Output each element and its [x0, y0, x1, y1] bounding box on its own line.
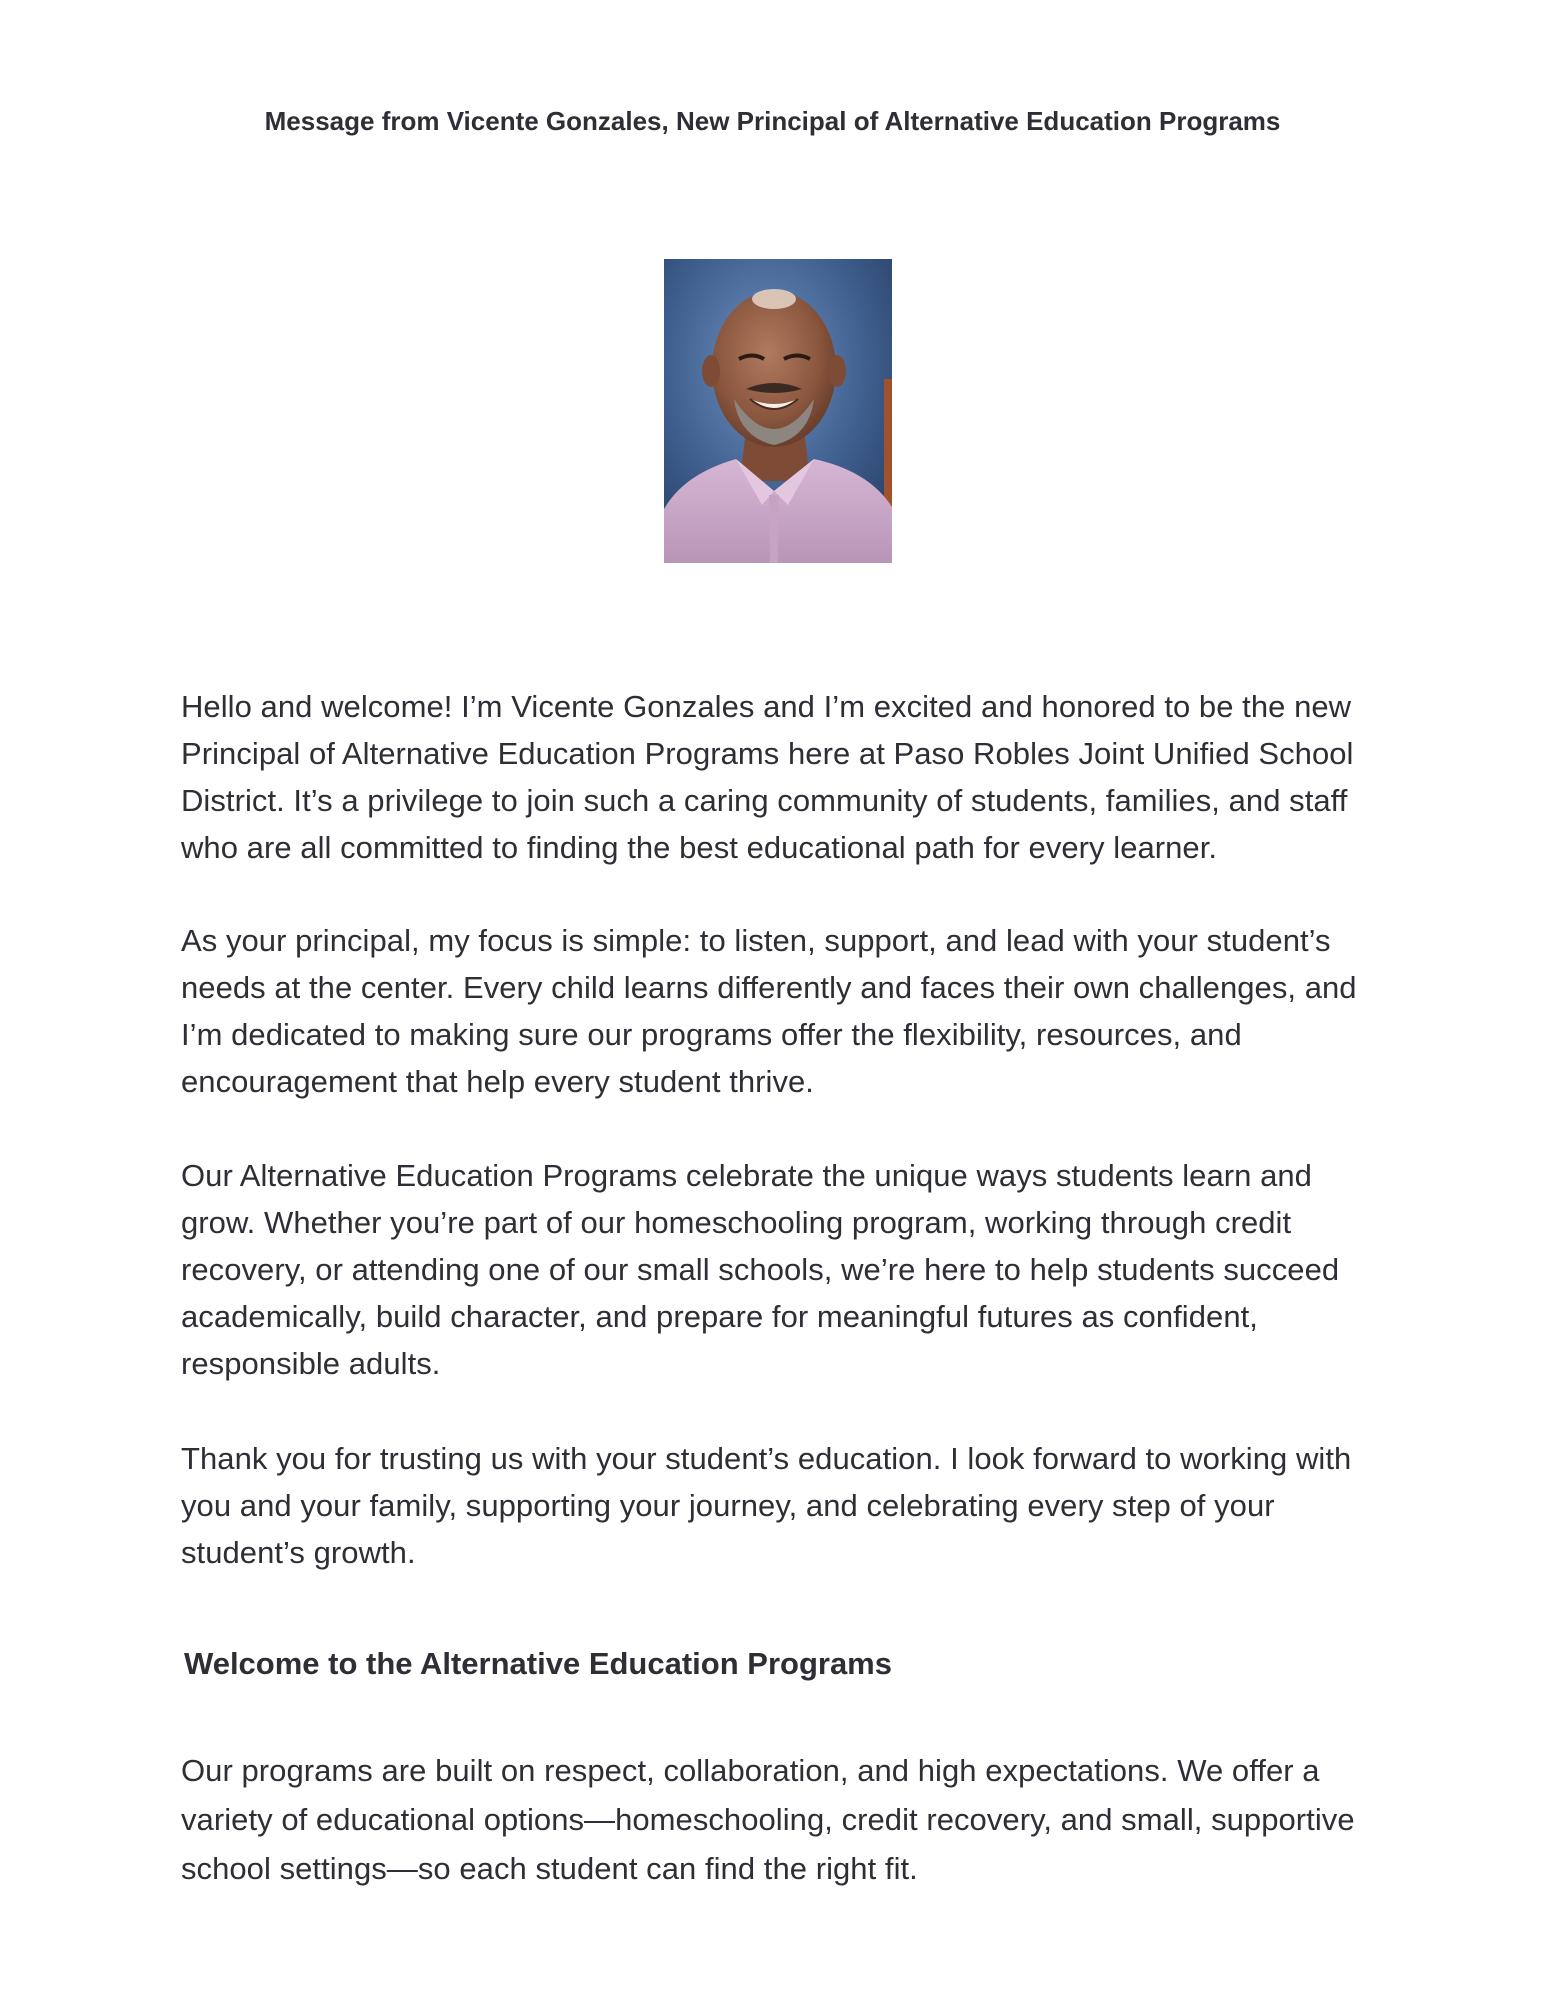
focus-paragraph: As your principal, my focus is simple: to listen, support, and lead with your student’s needs at the center. Every child learns differently and faces their own challenges, and I’m dedicated to making sure our programs offer the flexibility, resources, and encouragement that help every student thrive.: [181, 923, 1357, 1099]
programs-paragraph: Our Alternative Education Programs celebrate the unique ways students learn and grow. Whether you’re part of our homeschooling program, working through credit recovery, or attending one of our small schools, we’re here to help students succeed academically, build character, and prepare for meaningful futures as confident, responsible adults.: [181, 1158, 1340, 1381]
principal-portrait: [664, 259, 892, 563]
section-paragraph: Our programs are built on respect, collaboration, and high expectations. We offer a variety of educational options—homeschooling, credit recovery, and small, supportive school settings—so each student can find the right fit.: [181, 1753, 1355, 1886]
welcome-paragraph: Hello and welcome! I’m Vicente Gonzales and I’m excited and honored to be the new Principal of Alternative Education Programs here at Paso Robles Joint Unified School District. It’s a privilege to join such a caring community of students, families, and staff who are all committed to finding the best educational path for every learner.: [181, 689, 1354, 865]
thank-you-paragraph: Thank you for trusting us with your student’s education. I look forward to working with you and your family, supporting your journey, and celebrating every step of your student’s growth.: [181, 1441, 1352, 1570]
page-title: Message from Vicente Gonzales, New Principal of Alternative Education Programs: [264, 106, 1281, 136]
section-heading: Welcome to the Alternative Education Programs: [184, 1646, 892, 1681]
portrait-image: [664, 259, 892, 563]
